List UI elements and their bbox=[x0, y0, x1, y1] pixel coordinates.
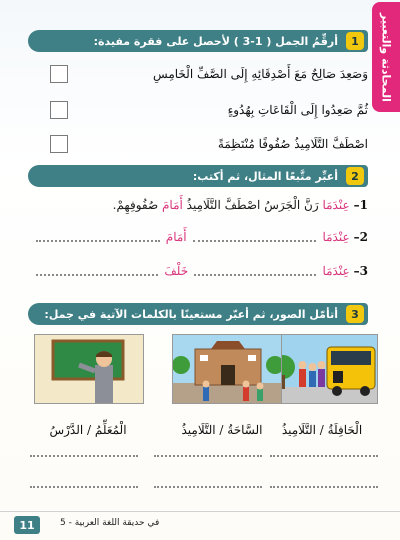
answer-line-teacher-1[interactable] bbox=[30, 455, 138, 457]
section-1-header bbox=[28, 30, 368, 52]
example-end: صُفُوفِهِمْ. bbox=[112, 198, 159, 212]
book-title: في حديقة اللغة العربية - 5 bbox=[60, 518, 160, 528]
caption-teacher: الْمُعَلِّمُ / الدَّرْسُ bbox=[49, 423, 127, 437]
caption-schoolyard: السَّاحَةُ / التَّلَامِيذُ bbox=[181, 423, 263, 437]
section-2-header bbox=[28, 165, 368, 187]
schoolyard-picture bbox=[172, 334, 282, 404]
ordering-option-1-box[interactable] bbox=[50, 65, 68, 83]
example-place: أَمَامَ bbox=[161, 198, 183, 212]
example-number: 1– bbox=[353, 198, 368, 212]
row-2-number: 2– bbox=[353, 230, 368, 244]
row-3-keyword: عِنْدَمَا bbox=[322, 264, 350, 278]
row-2-keyword: عِنْدَمَا bbox=[322, 230, 350, 244]
answer-line-bus-2[interactable] bbox=[270, 486, 378, 488]
section-2-number: 2 bbox=[346, 167, 364, 185]
exercise-row-3 bbox=[30, 264, 368, 278]
ordering-option-1 bbox=[28, 64, 368, 84]
side-tab-label: المحادثة والتعبير bbox=[379, 12, 393, 102]
answer-line-yard-1[interactable] bbox=[154, 455, 262, 457]
row-2-place: أَمَامَ bbox=[165, 230, 187, 244]
answer-line-teacher-2[interactable] bbox=[30, 486, 138, 488]
row-3-blank-2[interactable] bbox=[36, 266, 158, 276]
ordering-option-2 bbox=[28, 100, 368, 120]
section-1-number: 1 bbox=[346, 32, 364, 50]
exercise-row-2 bbox=[30, 230, 368, 244]
section-2-instruction: أعبِّر متَّبعًا المثال، ثم أكتب: bbox=[192, 169, 338, 183]
bus-picture bbox=[268, 334, 378, 404]
row-3-place: خَلْفَ bbox=[164, 264, 189, 278]
row-3-number: 3– bbox=[353, 264, 368, 278]
ordering-option-1-text: وَصَعِدَ صَالِحٌ مَعَ أَصْدِقَائِهِ إِلَى الصَّفِّ الْخَامِسِ bbox=[153, 67, 368, 81]
row-3-blank-1[interactable] bbox=[194, 266, 316, 276]
ordering-option-2-box[interactable] bbox=[50, 101, 68, 119]
ordering-option-3-text: اصْطَفَّ التَّلَامِيذُ صُفُوفًا مُنْتَظِمَةً bbox=[217, 137, 368, 151]
row-2-blank-2[interactable] bbox=[36, 232, 160, 242]
section-3-number: 3 bbox=[346, 305, 364, 323]
section-3-header bbox=[28, 303, 368, 325]
section-1-instruction: أرقِّمُ الجمل ( 1-3 ) لأحصل على فقرة مفيدة: bbox=[93, 34, 338, 48]
answer-line-yard-2[interactable] bbox=[154, 486, 262, 488]
example-middle: رَنَّ الْجَرَسُ اصْطَفَّ التَّلَامِيذُ bbox=[186, 198, 319, 212]
ordering-option-3 bbox=[28, 134, 368, 154]
page-footer bbox=[0, 511, 400, 533]
ordering-option-3-box[interactable] bbox=[50, 135, 68, 153]
side-tab bbox=[372, 2, 400, 112]
section-3-instruction: أتأمّل الصور، ثم أعبّر مستعينًا بالكلمات الآتية في جمل: bbox=[44, 307, 338, 321]
answer-line-bus-1[interactable] bbox=[270, 455, 378, 457]
page-number: 11 bbox=[14, 516, 40, 534]
example-keyword: عِنْدَمَا bbox=[322, 198, 350, 212]
row-2-blank-1[interactable] bbox=[193, 232, 317, 242]
example-sentence bbox=[113, 198, 368, 212]
teacher-picture bbox=[34, 334, 144, 404]
caption-bus: الْحَافِلَةُ / التَّلَامِيذُ bbox=[281, 423, 363, 437]
ordering-option-2-text: ثُمَّ صَعِدُوا إِلَى الْقَاعَاتِ بِهُدُوءٍ bbox=[227, 103, 368, 117]
